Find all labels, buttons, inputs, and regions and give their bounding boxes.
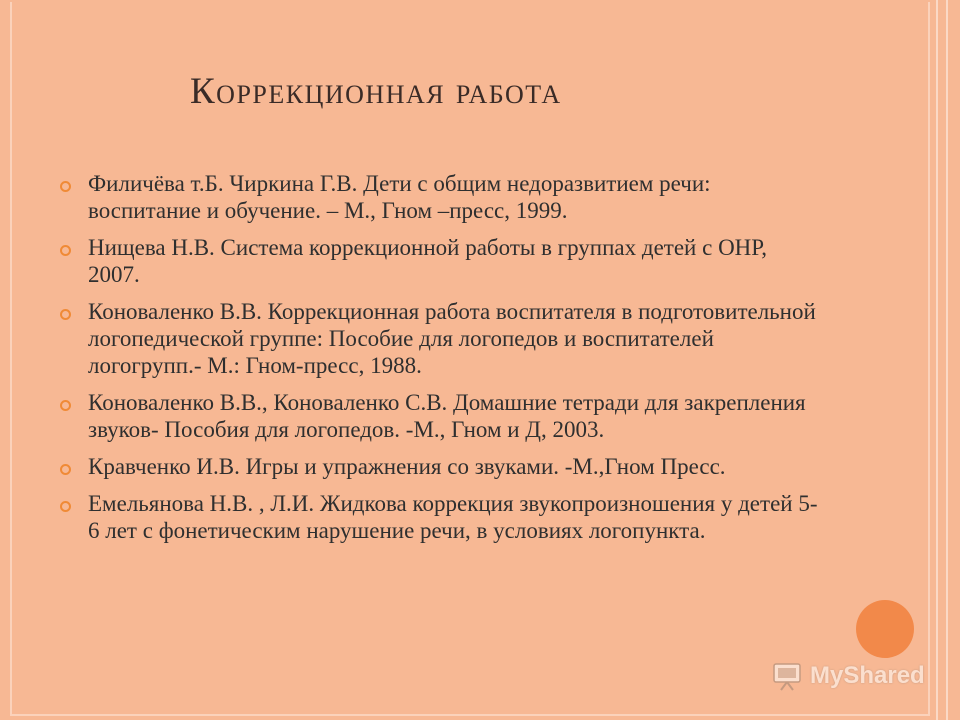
bullet-icon xyxy=(60,309,71,320)
bullet-icon xyxy=(60,181,71,192)
list-item-text: Емельянова Н.В. , Л.И. Жидкова коррекция звукопроизношения у детей 5-6 лет с фонетическим нарушение речи, в условиях логопункта. xyxy=(88,491,818,543)
watermark-text: MyShared xyxy=(810,662,925,689)
list-item-text: Коноваленко В.В. Коррекционная работа воспитателя в подготовительной логопедической группе: Пособие для логопедов и воспитателей логогрупп.- М.: Гном-пресс, 1988. xyxy=(88,299,816,378)
slide-title: Коррекционная работа xyxy=(190,71,562,112)
list-item xyxy=(60,298,820,379)
watermark[interactable] xyxy=(770,656,925,696)
list-item xyxy=(60,490,820,544)
list-item xyxy=(60,453,820,480)
bibliography-list xyxy=(60,170,820,554)
list-item xyxy=(60,170,820,224)
list-item-text: Кравченко И.В. Игры и упражнения со звуками. -М.,Гном Пресс. xyxy=(88,454,726,479)
bullet-icon xyxy=(60,245,71,256)
right-edge-stripe-outer xyxy=(946,0,948,720)
list-item-text: Нищева Н.В. Система коррекционной работы в группах детей с ОНР, 2007. xyxy=(88,235,767,287)
bullet-icon xyxy=(60,400,71,411)
bullet-icon xyxy=(60,501,71,512)
presentation-board-icon xyxy=(770,659,804,693)
list-item-text: Коноваленко В.В., Коноваленко С.В. Домашние тетради для закрепления звуков- Пособия для логопедов. -М., Гном и Д, 2003. xyxy=(88,390,806,442)
right-edge-stripe xyxy=(936,0,938,720)
list-item xyxy=(60,234,820,288)
bullet-icon xyxy=(60,464,71,475)
list-item xyxy=(60,389,820,443)
list-item-text: Филичёва т.Б. Чиркина Г.В. Дети с общим недоразвитием речи: воспитание и обучение. – М., Гном –пресс, 1999. xyxy=(88,171,711,223)
decorative-circle xyxy=(856,600,914,658)
